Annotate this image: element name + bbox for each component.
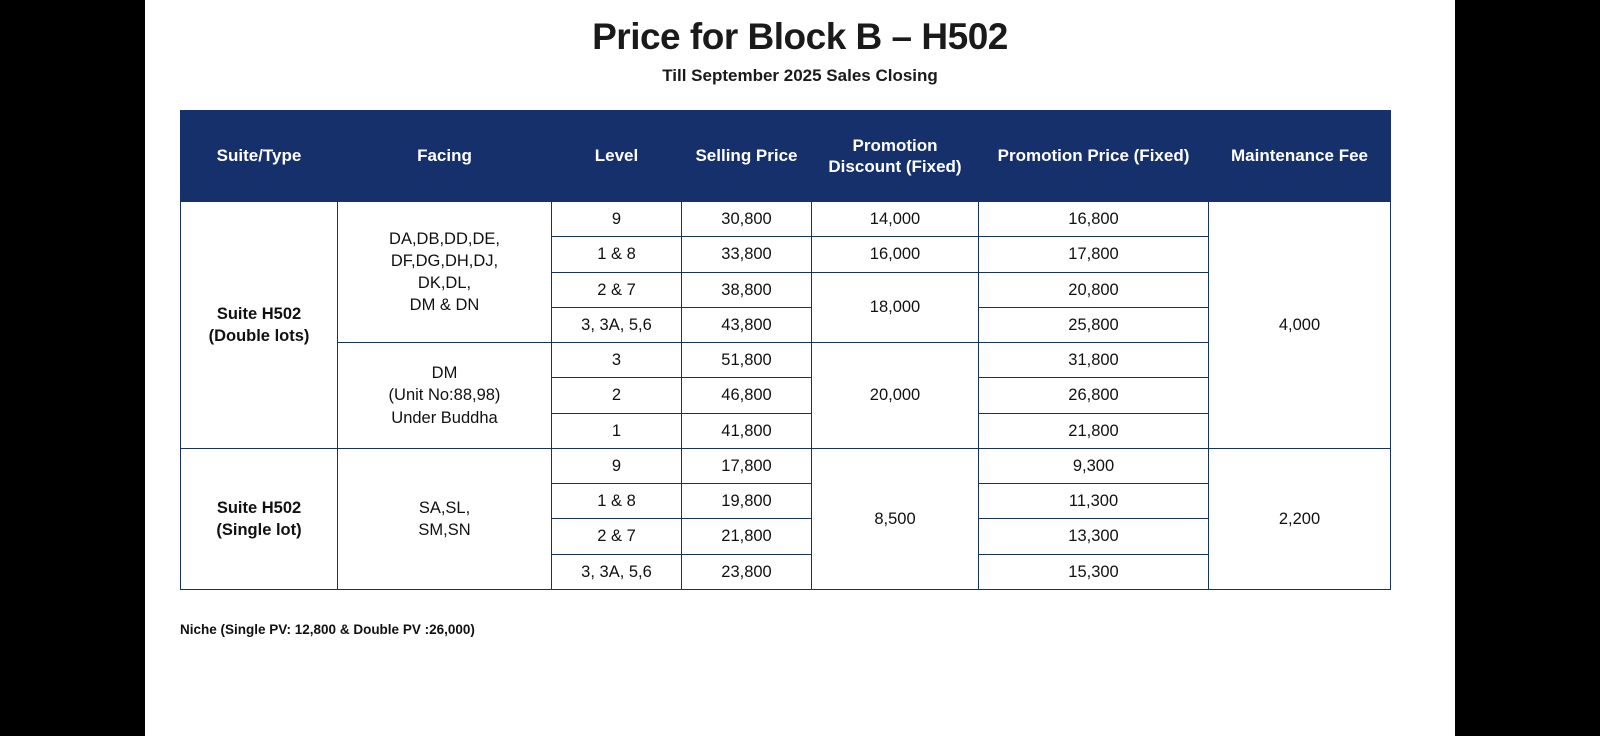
footnote-niche: Niche (Single PV: 12,800 & Double PV :26,000) (180, 622, 475, 637)
facing-line: DA,DB,DD,DE, (389, 229, 500, 248)
promotion-discount-cell: 8,500 (812, 448, 979, 589)
promotion-price-cell: 11,300 (979, 484, 1209, 519)
suite-type-line1: Suite H502 (216, 498, 302, 517)
promotion-discount-cell: 14,000 (812, 202, 979, 237)
selling-price-cell: 51,800 (682, 343, 812, 378)
level-cell: 3, 3A, 5,6 (552, 307, 682, 342)
facing-line: SA,SL, (418, 498, 471, 517)
level-cell: 1 & 8 (552, 484, 682, 519)
column-header-selling-price: Selling Price (682, 111, 812, 202)
selling-price-cell: 33,800 (682, 237, 812, 272)
promotion-discount-cell: 18,000 (812, 272, 979, 343)
facing-cell-double-main (338, 202, 552, 343)
suite-type-line1: Suite H502 (216, 304, 302, 323)
page-subtitle: Till September 2025 Sales Closing (662, 65, 938, 85)
page-title: Price for Block B – H502 (592, 16, 1008, 57)
level-cell: 1 & 8 (552, 237, 682, 272)
selling-price-cell: 38,800 (682, 272, 812, 307)
promotion-price-cell: 9,300 (979, 448, 1209, 483)
maintenance-fee-cell-single: 2,200 (1209, 448, 1391, 589)
maintenance-fee-cell-double: 4,000 (1209, 202, 1391, 449)
promotion-price-cell: 26,800 (979, 378, 1209, 413)
facing-line: DF,DG,DH,DJ, (390, 251, 499, 270)
selling-price-cell: 23,800 (682, 554, 812, 589)
selling-price-cell: 21,800 (682, 519, 812, 554)
selling-price-cell: 30,800 (682, 202, 812, 237)
facing-line: DM (431, 364, 458, 383)
level-cell: 1 (552, 413, 682, 448)
column-header-facing: Facing (338, 111, 552, 202)
column-header-promotion-price: Promotion Price (Fixed) (979, 111, 1209, 202)
column-header-promotion-discount: Promotion Discount (Fixed) (812, 111, 979, 202)
facing-cell-single (338, 448, 552, 589)
facing-line: Under Buddha (391, 408, 498, 427)
facing-line: SM,SN (418, 520, 471, 539)
promotion-price-cell: 15,300 (979, 554, 1209, 589)
promotion-discount-cell: 20,000 (812, 343, 979, 449)
selling-price-cell: 43,800 (682, 307, 812, 342)
facing-line: (Unit No:88,98) (388, 386, 501, 405)
promotion-price-cell: 16,800 (979, 202, 1209, 237)
slide-canvas (145, 0, 1455, 736)
facing-line: DM & DN (409, 296, 480, 315)
table-header-row (181, 111, 1391, 202)
promotion-price-cell: 21,800 (979, 413, 1209, 448)
promotion-discount-cell: 16,000 (812, 237, 979, 272)
suite-type-cell-single (181, 448, 338, 589)
suite-type-line2: (Single lot) (216, 520, 302, 539)
column-header-suite-type: Suite/Type (181, 111, 338, 202)
level-cell: 9 (552, 202, 682, 237)
facing-line: DK,DL, (417, 274, 472, 293)
promotion-price-cell: 25,800 (979, 307, 1209, 342)
level-cell: 9 (552, 448, 682, 483)
selling-price-cell: 41,800 (682, 413, 812, 448)
level-cell: 2 (552, 378, 682, 413)
price-table (180, 110, 1391, 590)
table-row (181, 202, 1391, 237)
selling-price-cell: 17,800 (682, 448, 812, 483)
suite-type-line2: (Double lots) (208, 326, 310, 345)
promotion-price-cell: 31,800 (979, 343, 1209, 378)
level-cell: 3, 3A, 5,6 (552, 554, 682, 589)
selling-price-cell: 19,800 (682, 484, 812, 519)
column-header-maintenance-fee: Maintenance Fee (1209, 111, 1391, 202)
suite-type-cell-double (181, 202, 338, 449)
promotion-price-cell: 13,300 (979, 519, 1209, 554)
promotion-price-cell: 17,800 (979, 237, 1209, 272)
price-table-container (180, 110, 1390, 590)
promotion-price-cell: 20,800 (979, 272, 1209, 307)
selling-price-cell: 46,800 (682, 378, 812, 413)
level-cell: 2 & 7 (552, 272, 682, 307)
column-header-level: Level (552, 111, 682, 202)
table-row (181, 448, 1391, 483)
level-cell: 2 & 7 (552, 519, 682, 554)
facing-cell-double-dm (338, 343, 552, 449)
level-cell: 3 (552, 343, 682, 378)
